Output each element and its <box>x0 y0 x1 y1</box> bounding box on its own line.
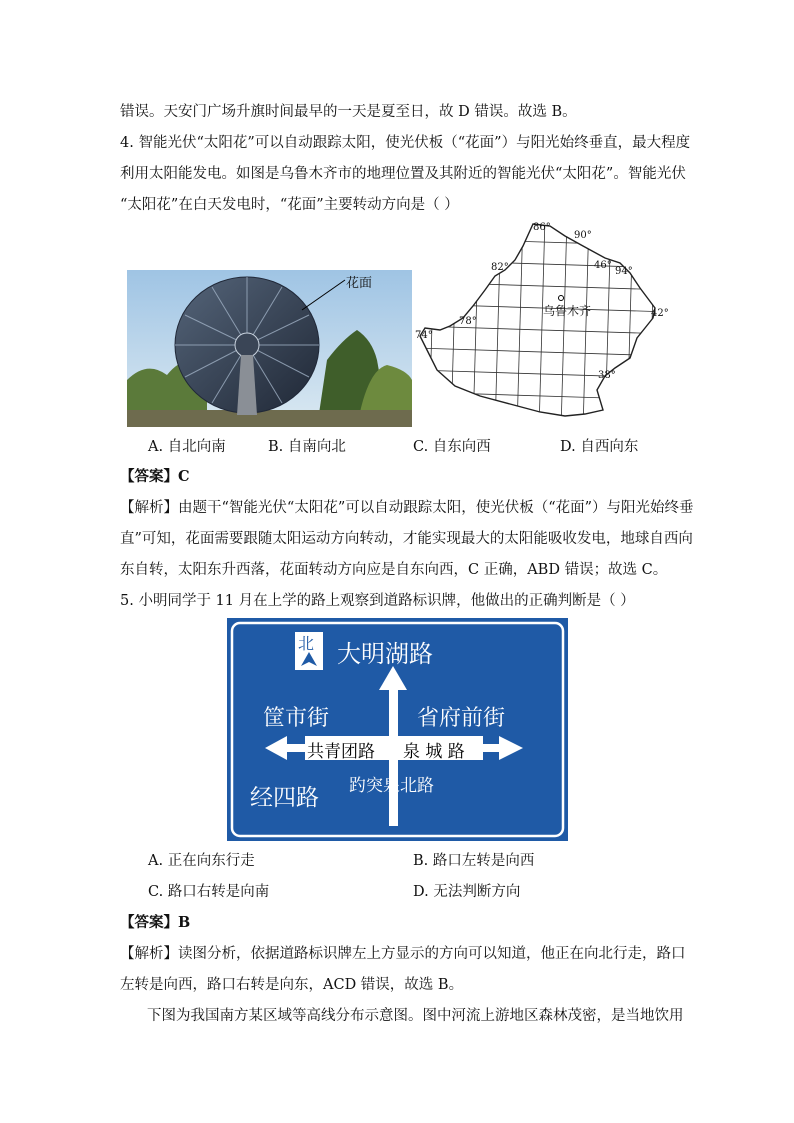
analysis-text: 直”可知，花面需要跟随太阳运动方向转动，才能实现最大的太阳能吸收发电，地球自西向 <box>120 531 693 547</box>
option-d: D. 无法判断方向 <box>413 884 521 900</box>
lon-label: 74° <box>415 330 433 341</box>
photo-label: 花面 <box>346 276 373 291</box>
analysis-text: 【解析】读图分析，依据道路标识牌左上方显示的方向可以知道，他正在向北行走，路口 <box>120 946 686 962</box>
road-sign <box>227 618 568 841</box>
sign-right-upper: 省府前街 <box>417 706 506 731</box>
option-b: B. 路口左转是向西 <box>413 853 535 869</box>
sign-left-lower: 经四路 <box>250 785 319 811</box>
north-label: 北 <box>298 634 315 653</box>
sign-left-upper: 筐市街 <box>263 706 330 731</box>
sign-left-road: 共青团路 <box>307 742 375 762</box>
analysis-text: 左转是向西，路口右转是向东，ACD 错误，故选 B。 <box>120 977 464 993</box>
lon-label: 86° <box>533 222 551 233</box>
urumqi-marker <box>559 296 564 301</box>
option-c: C. 路口右转是向南 <box>148 884 270 900</box>
lon-label: 90° <box>574 230 592 241</box>
option-c: C. 自东向西 <box>413 439 491 455</box>
lon-label: 78° <box>459 316 477 327</box>
lat-label: 46° <box>594 260 612 271</box>
sign-bottom-road: 趵突泉北路 <box>349 776 434 796</box>
sign-top-road: 大明湖路 <box>337 640 433 668</box>
lon-label: 94° <box>615 266 633 277</box>
answer-label: 【答案】B <box>120 914 191 931</box>
question-4-text: “太阳花”在白天发电时，“花面”主要转动方向是（ ） <box>120 197 459 213</box>
question-5-text: 5. 小明同学于 11 月在上学的路上观察到道路标识牌，他做出的正确判断是（ ） <box>120 593 635 609</box>
next-question-text: 下图为我国南方某区域等高线分布示意图。图中河流上游地区森林茂密，是当地饮用 <box>147 1008 684 1024</box>
question-4-text: 4. 智能光伏“太阳花”可以自动跟踪太阳，使光伏板（“花面”）与阳光始终垂直，最大程度 <box>120 135 691 151</box>
option-d: D. 自西向东 <box>560 439 639 455</box>
xinjiang-map <box>415 218 670 430</box>
question-4-text: 利用太阳能发电。如图是乌鲁木齐市的地理位置及其附近的智能光伏“太阳花”。智能光伏 <box>120 166 686 182</box>
solar-flower-photo <box>127 270 412 427</box>
lat-label: 42° <box>651 308 669 319</box>
text-line: 错误。天安门广场升旗时间最早的一天是夏至日，故 D 错误。故选 B。 <box>120 104 577 120</box>
lat-label: 38° <box>598 370 616 381</box>
sign-right-road: 泉 城 路 <box>403 742 465 762</box>
answer-label: 【答案】C <box>120 468 190 485</box>
option-b: B. 自南向北 <box>268 439 346 455</box>
lon-label: 82° <box>491 262 509 273</box>
city-label: 乌鲁木齐 <box>543 304 592 318</box>
option-a: A. 正在向东行走 <box>148 853 255 869</box>
analysis-text: 东自转，太阳东升西落，花面转动方向应是自东向西，C 正确，ABD 错误；故选 C。 <box>120 562 668 578</box>
option-a: A. 自北向南 <box>148 439 226 455</box>
analysis-text: 【解析】由题干“智能光伏“太阳花”可以自动跟踪太阳，使光伏板（“花面”）与阳光始终垂 <box>120 500 694 516</box>
